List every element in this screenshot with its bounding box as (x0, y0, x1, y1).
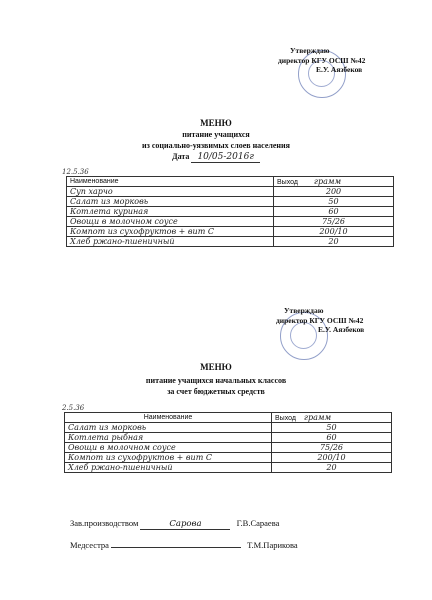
dish-name: Салат из морковь (67, 197, 274, 207)
nurse-signature-line (70, 540, 298, 550)
dish-name: Компот из сухофруктов + вит С (65, 453, 272, 463)
dish-output: 75/26 (272, 443, 392, 453)
menu-table (66, 176, 394, 247)
approval-block (278, 46, 366, 75)
dish-output: 50 (272, 423, 392, 433)
date-note: 12.5.36 (62, 168, 89, 176)
dish-output: 60 (272, 433, 392, 443)
dish-name: Котлета куриная (67, 207, 274, 217)
dish-output: 200/10 (272, 453, 392, 463)
dish-output: 20 (274, 237, 394, 247)
table-row (67, 197, 394, 207)
dish-output: 60 (274, 207, 394, 217)
table-row (65, 453, 392, 463)
menu-title: МЕНЮ (200, 118, 232, 128)
dish-output: 50 (274, 197, 394, 207)
table-row (65, 463, 392, 473)
dish-output: 75/26 (274, 217, 394, 227)
dish-name: Салат из морковь (65, 423, 272, 433)
column-header-output-label: Выход (275, 415, 296, 422)
approval-signer: Е.У. Аязбеков (318, 325, 365, 334)
approval-position: директор КГУ ОСШ №42 (278, 55, 366, 65)
nurse-signature (111, 547, 241, 548)
production-signature: Сарова (140, 519, 230, 530)
approval-heading: Утверждаю (284, 306, 324, 315)
production-signature-line (70, 518, 279, 530)
menu-date (0, 151, 432, 163)
column-header-output (274, 177, 394, 187)
dish-output: 200/10 (274, 227, 394, 237)
dish-name: Хлеб ржано-пшеничный (67, 237, 274, 247)
date-value: 10/05-2016г (191, 152, 259, 163)
dish-name: Суп харчо (67, 187, 274, 197)
date-label: Дата (172, 152, 190, 161)
dish-name: Овощи в молочном соусе (67, 217, 274, 227)
table-header-row (65, 413, 392, 423)
menu-title-block (0, 118, 432, 163)
menu-subtitle-2: за счет бюджетных средств (167, 387, 265, 396)
dish-name: Хлеб ржано-пшеничный (65, 463, 272, 473)
column-header-output (272, 413, 392, 423)
approval-block (276, 306, 365, 335)
nurse-label: Медсестра (70, 540, 109, 550)
table-header-row (67, 177, 394, 187)
table-row (67, 217, 394, 227)
column-header-output-unit: грамм (313, 177, 342, 186)
dish-name: Котлета рыбная (65, 433, 272, 443)
table-row (67, 227, 394, 237)
approval-heading: Утверждаю (290, 46, 330, 55)
table-row (65, 433, 392, 443)
table-row (65, 443, 392, 453)
column-header-output-unit: грамм (303, 413, 332, 422)
approval-signer: Е.У. Аязбеков (316, 65, 363, 74)
column-header-output-label: Выход (277, 179, 298, 186)
nurse-name: Т.М.Парикова (247, 540, 298, 550)
production-label: Зав.производством (70, 518, 139, 528)
dish-output: 20 (272, 463, 392, 473)
table-row (67, 237, 394, 247)
menu-table (64, 412, 392, 473)
dish-name: Овощи в молочном соусе (65, 443, 272, 453)
table-row (67, 207, 394, 217)
table-row (67, 187, 394, 197)
column-header-name: Наименование (67, 177, 274, 187)
menu-subtitle-2: из социально-уязвимых слоев населения (142, 141, 290, 150)
menu-title-block (0, 362, 432, 397)
menu-subtitle: питание учащихся начальных классов (145, 376, 287, 385)
dish-name: Компот из сухофруктов + вит С (67, 227, 274, 237)
date-note: 2.5.36 (62, 404, 85, 412)
menu-title: МЕНЮ (200, 362, 232, 372)
column-header-name: Наименование (65, 413, 272, 423)
production-name: Г.В.Сараева (236, 518, 280, 528)
menu-subtitle: питание учащихся (182, 130, 250, 139)
dish-output: 200 (274, 187, 394, 197)
approval-position: директор КГУ ОСШ №42 (276, 315, 364, 325)
table-row (65, 423, 392, 433)
